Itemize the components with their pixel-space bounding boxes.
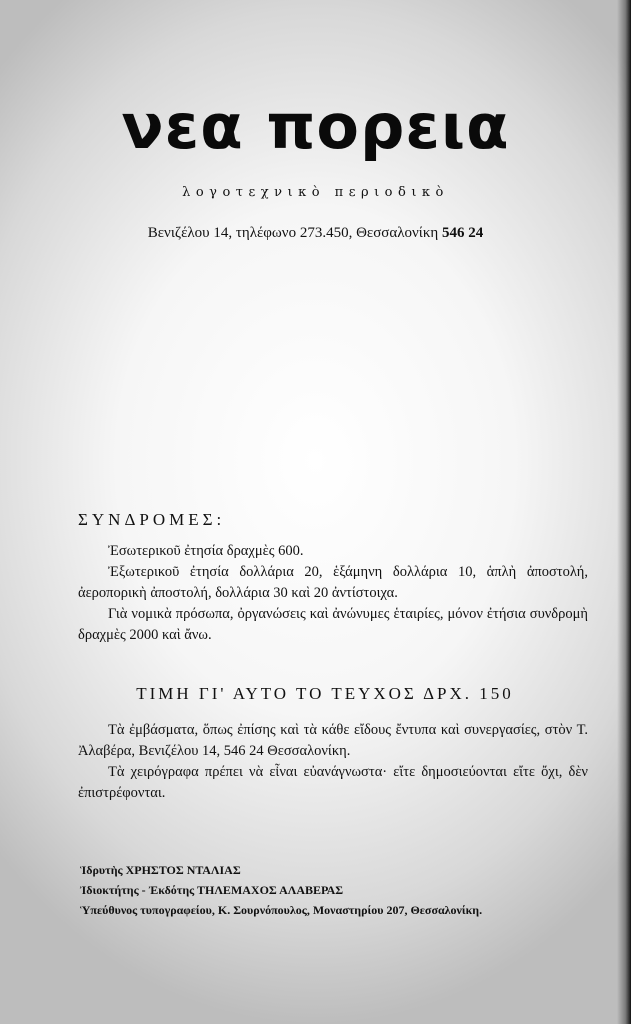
credit-founder: Ἱδρυτὴς ΧΡΗΣΤΟΣ ΝΤΑΛΙΑΣ: [80, 863, 241, 877]
issue-price: ΤΙΜΗ ΓΙ' ΑΥΤΟ ΤΟ ΤΕΥΧΟΣ ΔΡΧ. 150: [136, 684, 514, 703]
masthead-subtitle: λογοτεχνικὸ περιοδικὸ: [182, 185, 449, 200]
masthead-title: νεα πορεια: [121, 90, 510, 163]
credits-block: [80, 860, 482, 920]
note-payments: Τὰ ἐμβάσματα, ὅπως ἐπίσης καὶ τὰ κάθε εἴδους ἔντυπα καὶ συνεργασίες, στὸν Τ. Ἀλαβέρα, Βενιζέλου 14, 546 24 Θεσσαλονίκη.: [78, 722, 588, 759]
credit-printer: Ὑπεύθυνος τυπογραφείου, Κ. Σουρνόπουλος, Μοναστηρίου 207, Θεσσαλονίκη.: [80, 903, 483, 917]
subscriptions-heading: ΣΥΝΔΡΟΜΕΣ:: [78, 510, 226, 529]
address-postcode: 546 24: [442, 225, 484, 241]
subscription-legal: Γιὰ νομικὰ πρόσωπα, ὀργανώσεις καὶ ἀνώνυμες ἑταιρίες, μόνον ἐτήσια συνδρομὴ δραχμὲς 2000 καὶ ἄνω.: [78, 606, 588, 643]
address-line: [0, 225, 631, 242]
note-manuscripts: Τὰ χειρόγραφα πρέπει νὰ εἶναι εὐανάγνωστα· εἴτε δημοσιεύονται εἴτε ὄχι, δὲν ἐπιστρέφονται.: [78, 764, 588, 801]
subscription-foreign: Ἐξωτερικοῦ ἐτησία δολλάρια 20, ἑξάμηνη δολλάρια 10, ἁπλὴ ἀποστολή, ἀεροπορικὴ ἀποστολή, δολλάρια 30 καὶ 20 ἀντίστοιχα.: [78, 564, 588, 601]
subscription-domestic: Ἐσωτερικοῦ ἐτησία δραχμὲς 600.: [108, 543, 304, 559]
address-text: Βενιζέλου 14, τηλέφωνο 273.450, Θεσσαλονίκη: [147, 225, 439, 241]
credit-owner-publisher: Ἰδιοκτήτης - Ἐκδότης ΤΗΛΕΜΑΧΟΣ ΑΛΑΒΕΡΑΣ: [80, 883, 344, 897]
